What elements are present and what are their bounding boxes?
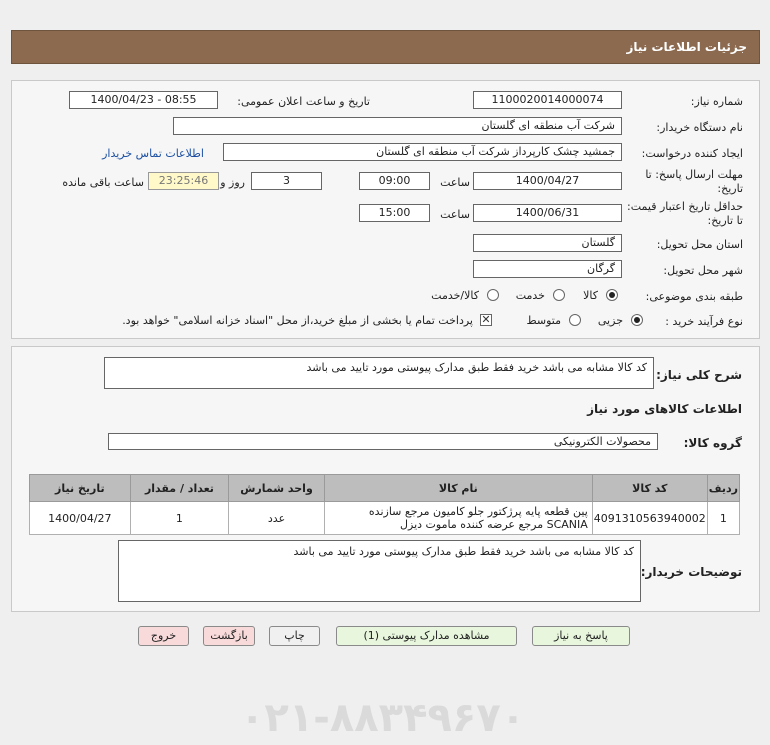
col-row: ردیف [707, 475, 739, 502]
announce-field: 1400/04/23 - 08:55 [69, 91, 218, 109]
table-row [30, 502, 740, 535]
contact-buyer-link[interactable]: اطلاعات تماس خریدار [102, 147, 204, 160]
deadline-hour-label: ساعت [440, 176, 470, 189]
page-header [11, 30, 760, 64]
category-option-goods: کالا [583, 289, 598, 302]
payment-note: پرداخت تمام یا بخشی از مبلغ خرید،از محل "اسناد خزانه اسلامی" خواهد بود. [122, 314, 473, 327]
buyer-notes-field: کد کالا مشابه می باشد خرید فقط طبق مدارک پیوستی مورد تایید می باشد [118, 540, 641, 602]
city-label: شهر محل تحویل: [663, 264, 743, 277]
need-number-field: 1100020014000074 [473, 91, 622, 109]
attachments-button[interactable]: مشاهده مدارک پیوستی (1) [336, 626, 517, 646]
creator-field: جمشید چشک کارپرداز شرکت آب منطقه ای گلستان [223, 143, 622, 161]
watermark-phone: ۰۲۱-۸۸۳۴۹۶۷۰ [240, 695, 526, 741]
items-table [29, 474, 740, 535]
cell-name: پین قطعه پایه پرژکتور جلو کامیون مرجع سازنده SCANIA مرجع عرضه کننده ماموت دیزل [324, 502, 592, 535]
validity-date-field: 1400/06/31 [473, 204, 622, 222]
validity-label: حداقل تاریخ اعتبار قیمت: تا تاریخ: [627, 200, 743, 227]
days-label: روز و [220, 176, 245, 189]
province-field: گلستان [473, 234, 622, 252]
deadline-hour-field: 09:00 [359, 172, 430, 190]
process-radio-minor[interactable] [631, 314, 643, 326]
col-date: تاریخ نیاز [30, 475, 131, 502]
process-option-medium: متوسط [526, 314, 561, 327]
deadline-label: مهلت ارسال پاسخ: تا تاریخ: [645, 168, 743, 195]
category-radio-both[interactable] [487, 289, 499, 301]
remaining-time-field: 23:25:46 [148, 172, 219, 190]
process-radio-medium[interactable] [569, 314, 581, 326]
cell-code: 4091310563940002 [592, 502, 707, 535]
col-name: نام کالا [324, 475, 592, 502]
summary-label: شرح کلی نیاز: [656, 368, 742, 382]
cell-unit: عدد [229, 502, 325, 535]
province-label: استان محل تحویل: [656, 238, 743, 251]
category-radio-goods[interactable] [606, 289, 618, 301]
col-unit: واحد شمارش [229, 475, 325, 502]
category-label: طبقه بندی موضوعی: [645, 290, 743, 303]
buyer-org-label: نام دستگاه خریدار: [656, 121, 743, 134]
reply-button[interactable]: پاسخ به نیاز [532, 626, 630, 646]
page-title: جزئیات اطلاعات نیاز [626, 40, 747, 54]
remaining-label: ساعت باقی مانده [62, 176, 144, 189]
col-code: کد کالا [592, 475, 707, 502]
cell-qty: 1 [130, 502, 229, 535]
deadline-date-field: 1400/04/27 [473, 172, 622, 190]
announce-label: تاریخ و ساعت اعلان عمومی: [237, 95, 370, 108]
cell-date: 1400/04/27 [30, 502, 131, 535]
validity-hour-label: ساعت [440, 208, 470, 221]
process-option-minor: جزیی [597, 314, 623, 327]
items-table-header [30, 475, 740, 502]
need-number-label: شماره نیاز: [690, 95, 743, 108]
items-heading: اطلاعات کالاهای مورد نیاز [587, 402, 742, 416]
city-field: گرگان [473, 260, 622, 278]
summary-field: کد کالا مشابه می باشد خرید فقط طبق مدارک پیوستی مورد تایید می باشد [104, 357, 654, 389]
process-label: نوع فرآیند خرید : [665, 315, 743, 328]
treasury-payment-checkbox[interactable]: ✕ [481, 313, 491, 326]
buyer-notes-label: توضیحات خریدار: [640, 565, 742, 579]
category-option-both: کالا/خدمت [431, 289, 479, 302]
days-field: 3 [251, 172, 322, 190]
group-label: گروه کالا: [683, 436, 742, 450]
category-radio-service[interactable] [553, 289, 565, 301]
validity-hour-field: 15:00 [359, 204, 430, 222]
exit-button[interactable]: خروج [138, 626, 189, 646]
buyer-org-field: شرکت آب منطقه ای گلستان [173, 117, 622, 135]
cell-row: 1 [707, 502, 739, 535]
group-field: محصولات الکترونیکی [108, 433, 658, 450]
creator-label: ایجاد کننده درخواست: [641, 147, 743, 160]
print-button[interactable]: چاپ [269, 626, 320, 646]
back-button[interactable]: بازگشت [203, 626, 255, 646]
col-qty: تعداد / مقدار [130, 475, 229, 502]
category-option-service: خدمت [515, 289, 545, 302]
